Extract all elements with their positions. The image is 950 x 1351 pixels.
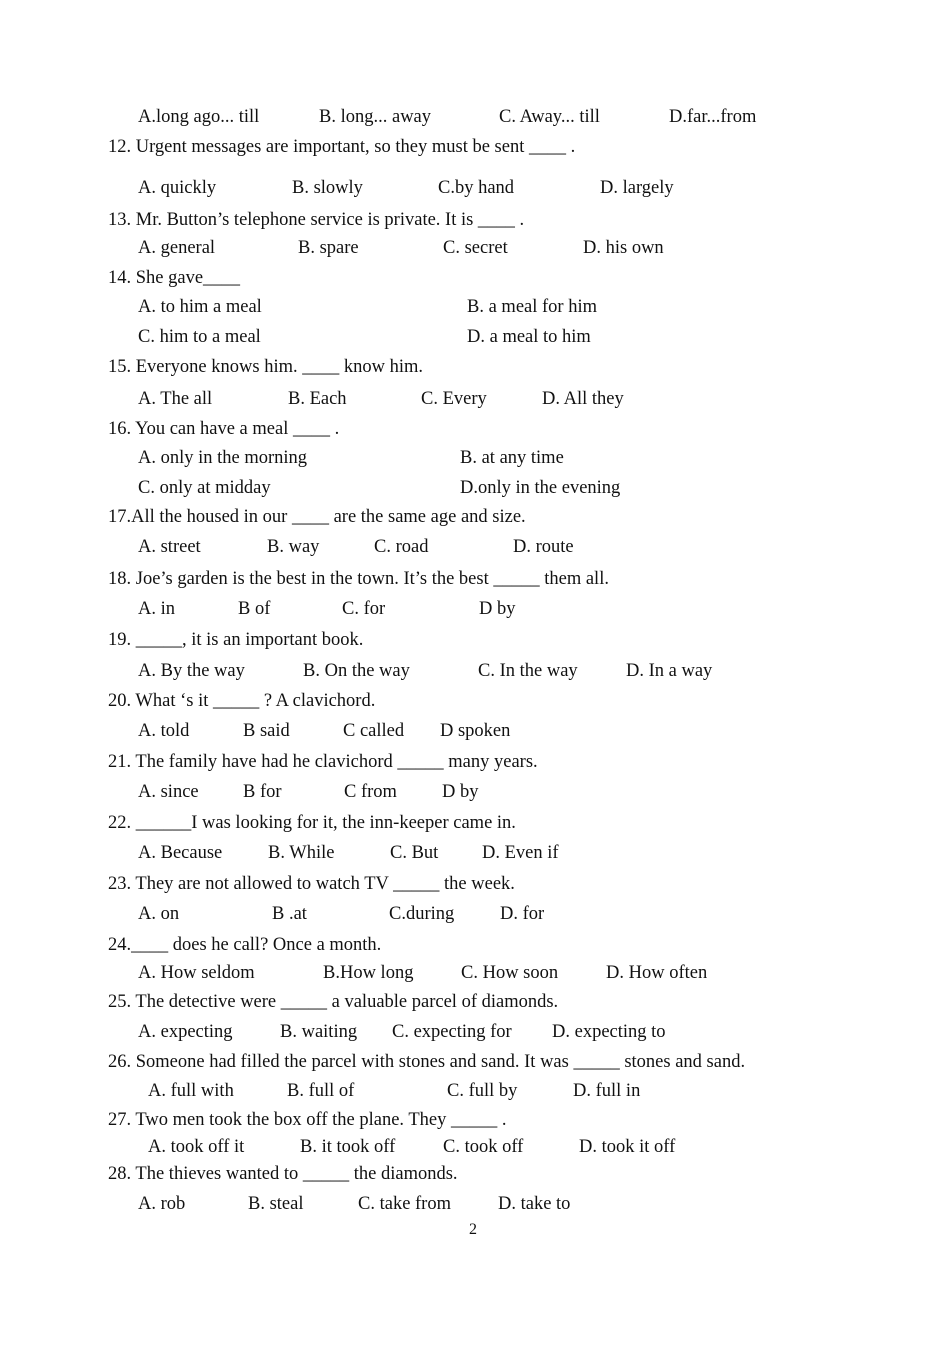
question-stem: 23. They are not allowed to watch TV _____ the week. [108,874,515,894]
question-stem: 19. _____, it is an important book. [108,630,364,650]
option-c: C. secret [443,238,508,258]
option-c: C. expecting for [392,1022,512,1042]
question-stem: 24.____ does he call? Once a month. [108,935,382,955]
option-a: A. expecting [138,1022,233,1042]
question-stem: 20. What ‘s it _____ ? A clavichord. [108,691,376,711]
option-c: C. But [390,843,439,863]
option-a: A. general [138,238,216,258]
option-a: A. full with [148,1081,234,1101]
option-c: C. full by [447,1081,518,1101]
option-d: D. took it off [579,1137,676,1157]
option-d: D spoken [440,721,511,741]
option-a: A. Because [138,843,223,863]
option-d: D by [442,782,479,802]
option-a: A. in [138,599,175,619]
option-b: B. it took off [300,1137,396,1157]
option-b: B. long... away [319,107,432,127]
option-b: B. at any time [460,448,564,468]
option-a: A. on [138,904,180,924]
option-c: C. took off [443,1137,524,1157]
question-stem: 13. Mr. Button’s telephone service is private. It is ____ . [108,210,525,230]
option-d: D.far...from [669,107,757,127]
option-d: D. Even if [482,843,559,863]
question-stem: 22. ______I was looking for it, the inn-keeper came in. [108,813,516,833]
option-d: D. largely [600,178,674,198]
option-b: B of [238,599,271,619]
option-d: D. In a way [626,661,713,681]
option-c: C. road [374,537,429,557]
option-a: A. told [138,721,190,741]
option-c: C. for [342,599,386,619]
option-b: B. While [268,843,335,863]
option-d: D. a meal to him [467,327,591,347]
option-b: B.How long [323,963,414,983]
question-stem: 18. Joe’s garden is the best in the town. It’s the best _____ them all. [108,569,609,589]
option-d: D. full in [573,1081,641,1101]
option-a: A.long ago... till [138,107,260,127]
option-c: C. In the way [478,661,578,681]
question-stem: 26. Someone had filled the parcel with stones and sand. It was _____ stones and sand. [108,1052,746,1072]
option-b: B. full of [287,1081,355,1101]
option-b: B .at [272,904,307,924]
option-b: B. spare [298,238,359,258]
option-d: D. his own [583,238,664,258]
option-b: B. slowly [292,178,363,198]
question-stem: 25. The detective were _____ a valuable parcel of diamonds. [108,992,559,1012]
question-stem: 27. Two men took the box off the plane. They _____ . [108,1110,507,1130]
option-c: C. him to a meal [138,327,261,347]
option-d: D.only in the evening [460,478,621,498]
option-d: D. for [500,904,545,924]
question-stem: 12. Urgent messages are important, so they must be sent ____ . [108,137,576,157]
option-c: C. Every [421,389,487,409]
option-b: B. a meal for him [467,297,597,317]
option-d: D by [479,599,516,619]
question-stem: 14. She gave____ [108,268,241,288]
option-d: D. expecting to [552,1022,666,1042]
option-c: C. take from [358,1194,451,1214]
option-d: D. How often [606,963,708,983]
option-b: B for [243,782,282,802]
option-a: A. By the way [138,661,245,681]
question-stem: 16. You can have a meal ____ . [108,419,340,439]
option-a: A. street [138,537,201,557]
option-a: A. quickly [138,178,217,198]
option-a: A. since [138,782,199,802]
option-c: C. only at midday [138,478,271,498]
question-stem: 21. The family have had he clavichord _____ many years. [108,752,538,772]
option-a: A. How seldom [138,963,255,983]
option-a: A. to him a meal [138,297,262,317]
question-stem: 15. Everyone knows him. ____ know him. [108,357,423,377]
option-b: B. steal [248,1194,304,1214]
option-d: D. route [513,537,574,557]
option-b: B. On the way [303,661,410,681]
option-a: A. only in the morning [138,448,308,468]
option-c: C. How soon [461,963,559,983]
option-c: C. Away... till [499,107,600,127]
option-c: C.during [389,904,455,924]
option-b: B. waiting [280,1022,358,1042]
option-d: D. All they [542,389,624,409]
option-c: C.by hand [438,178,515,198]
option-b: B. way [267,537,320,557]
page-number: 2 [469,1221,477,1238]
option-b: B said [243,721,290,741]
option-d: D. take to [498,1194,571,1214]
option-a: A. took off it [148,1137,245,1157]
option-a: A. The all [138,389,213,409]
option-a: A. rob [138,1194,186,1214]
option-b: B. Each [288,389,347,409]
option-c: C from [344,782,397,802]
question-stem: 28. The thieves wanted to _____ the diamonds. [108,1164,458,1184]
question-stem: 17.All the housed in our ____ are the same age and size. [108,507,526,527]
option-c: C called [343,721,405,741]
